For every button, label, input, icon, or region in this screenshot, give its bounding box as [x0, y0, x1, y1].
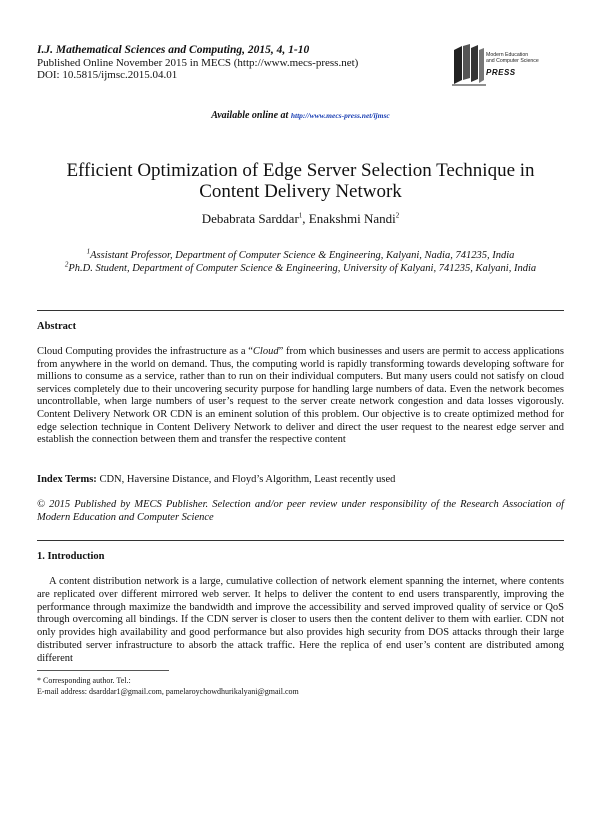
author-2: Enakshmi Nandi [308, 211, 396, 226]
logo-line-1: Modern Education [486, 52, 529, 58]
abstract-heading: Abstract [37, 321, 77, 332]
footnote-rule [37, 670, 169, 671]
section-heading-introduction: 1. Introduction [37, 551, 105, 562]
affiliation-2 [40, 260, 561, 276]
affiliation-2-text: Ph.D. Student, Department of Computer Science & Engineering, University of Kalyani, 741235, Kalyani, India [68, 262, 537, 274]
introduction-text: A content distribution network is a large, cumulative collection of network element spanning the internet, where contents are replicated over different mirrored web server. It helps to deliver the content to end users transparently, improving the performance through maximize the bandwidth and improve the accessibility and served improved quality of service or QoS through overcoming all bindings. If the CDN server is closer to users then the content deliver to them with earlier. CDN not only provides high availability and good performance but also provides high security from DOS attacks through their large distributed server infrastructure to absorb the attack traffic. Here the replica of end user’s content are distributed among different [37, 576, 564, 664]
index-terms [37, 474, 564, 485]
available-online [0, 110, 601, 121]
footnote-email: E-mail address: dsarddar1@gmail.com, pamelaroychowdhurikalyani@gmail.com [37, 686, 299, 696]
footnote [37, 676, 299, 697]
paper-title: Efficient Optimization of Edge Server Selection Technique in Content Delivery Network [66, 160, 535, 202]
index-terms-text: CDN, Haversine Distance, and Floyd’s Algorithm, Least recently used [96, 474, 396, 485]
journal-citation [37, 44, 358, 57]
journal-header [37, 44, 358, 82]
affiliation-1 [40, 247, 561, 263]
copyright-notice: © 2015 Published by MECS Publisher. Selection and/or peer review under responsibility of the Research Association of Modern Education and Computer Science [37, 499, 564, 523]
footnote-corresponding: * Corresponding author. Tel.: [37, 676, 131, 685]
journal-link[interactable]: http://www.mecs-press.net/ijmsc [290, 111, 390, 120]
affiliation-1-mark: 1 [86, 247, 91, 256]
abstract-bottom-rule [37, 540, 564, 541]
author-1: Debabrata Sarddar [201, 211, 299, 226]
abstract-emphasis: Cloud [252, 346, 279, 357]
author-separator: , [302, 211, 309, 226]
doi: DOI: 10.5815/ijmsc.2015.04.01 [37, 69, 178, 81]
author-1-affil-mark: 1 [298, 211, 303, 220]
author-2-affil-mark: 2 [395, 211, 400, 220]
index-terms-label: Index Terms: [37, 474, 97, 485]
available-label: Available online at [211, 110, 289, 121]
abstract-text-rest: ” from which businesses and users are permit to access applications from anywhere in the world on demand. Thus, the computing world is rapidly transforming towards developing software for millions to consume as a service, rather than to run on their individual computers. But many users could not satisfy on cloud services completely due to their uncovering security purpose for handling large numbers of data. Even the network becomes uncontrollable, when large numbers of user’s request to the server create network congestion and data losses vigorously. Content Delivery Network OR CDN is an eminent solution of this problem. Our objective is to create optimized method for edge selection technique in Content Delivery Network to deliver and direct the user request to the nearest edge server and establish the connection between them and transfer the respective content [37, 346, 564, 446]
publication-note: Published Online November 2015 in MECS (http://www.mecs-press.net) [37, 56, 359, 69]
logo-line-2: and Computer Science [486, 58, 539, 64]
affiliation-2-mark: 2 [64, 260, 69, 269]
abstract-text [37, 346, 564, 447]
books-icon [452, 42, 486, 86]
publisher-logo [452, 42, 547, 90]
logo-press: PRESS [486, 68, 516, 77]
author-list [0, 211, 601, 227]
affiliation-1-text: Assistant Professor, Department of Computer Science & Engineering, Kalyani, Nadia, 741235, India [90, 250, 515, 261]
journal-volume: , 2015, 4, 1-10 [242, 44, 310, 56]
affiliations [40, 247, 561, 275]
journal-name: I.J. Mathematical Sciences and Computing [37, 44, 243, 56]
abstract-text-start: Cloud Computing provides the infrastructure as a “ [37, 346, 253, 357]
abstract-top-rule [37, 310, 564, 311]
logo-text [486, 52, 539, 64]
